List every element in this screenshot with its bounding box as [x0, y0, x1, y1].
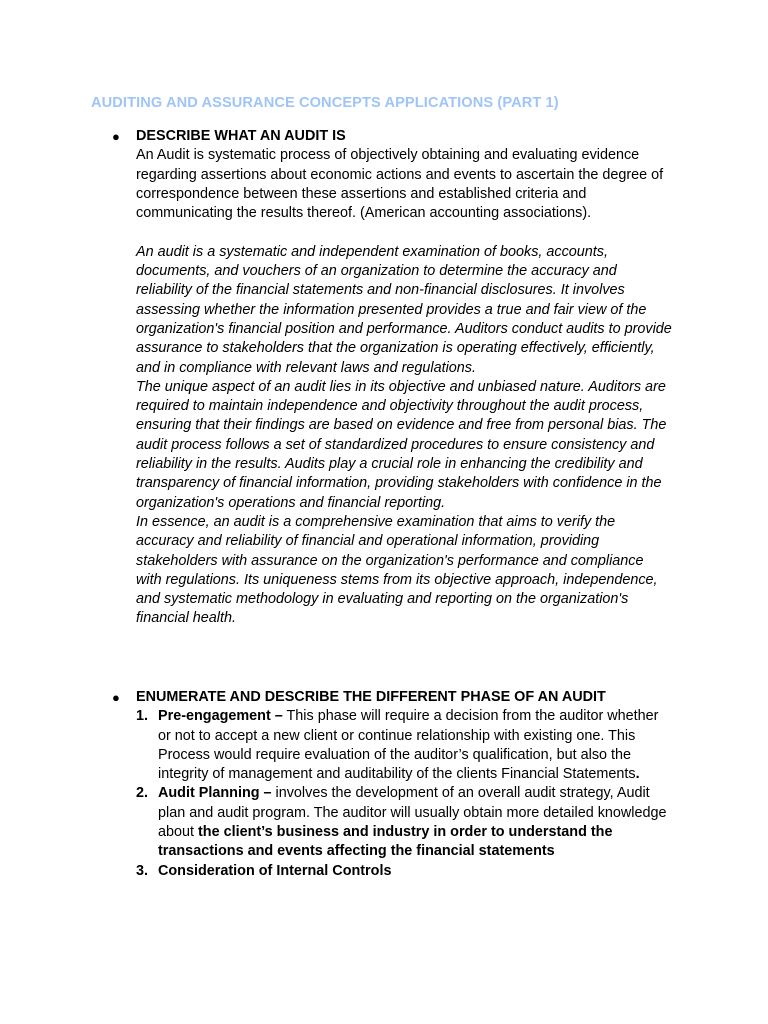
list-number: 3. — [136, 862, 149, 879]
phase-emphasis: . — [635, 766, 640, 783]
section-heading: ENUMERATE AND DESCRIBE THE DIFFERENT PHASE OF AN AUDIT — [136, 689, 606, 705]
list-item — [136, 784, 672, 861]
phase-list — [136, 707, 672, 881]
section-heading: DESCRIBE WHAT AN AUDIT IS — [136, 128, 346, 144]
list-item — [136, 862, 672, 881]
phase-term: Consideration of Internal Controls — [158, 862, 392, 879]
italic-paragraph: An audit is a systematic and independent examination of books, accounts, documents, and vouchers of an organization to determine the accuracy and reliability of the financial statements and non-financial disclosures. It involves assessing whether the information presented provides a true and fair view of the organization's financial position and performance. Auditors conduct audits to provide assurance to stakeholders that the organization is operating effectively, efficiently, and in compliance with relevant laws and regulations. — [136, 243, 672, 376]
list-number: 1. — [136, 708, 149, 725]
italic-paragraph: The unique aspect of an audit lies in its objective and unbiased nature. Auditors are required to maintain independence and objectivity throughout the audit process, ensuring that their findings are based on evidence and free from personal bias. The audit process follows a set of standardized procedures to ensure consistency and reliability in the results. Audits play a crucial role in enhancing the credibility and transparency of financial information, providing stakeholders with confidence in the organization's operations and financial reporting. — [136, 378, 667, 511]
audit-definition: An Audit is systematic process of objectively obtaining and evaluating evidence regarding assertions about economic actions and events to ascertain the degree of correspondence between these assertions and established criteria and communicating the results thereof. (American accounting associations). — [136, 147, 664, 222]
phase-description: This phase will require a decision from the auditor whether or not to accept a new client or continue relationship with existing one. This Process would require evaluation of the auditor’s qualification, but also the integrity of management and auditability of the clients Financial Statements — [158, 708, 659, 783]
list-number: 2. — [136, 785, 149, 802]
phase-term: Pre-engagement – — [158, 708, 283, 725]
section-describe-audit — [112, 127, 672, 629]
list-item — [136, 707, 672, 784]
section-audit-phases — [112, 688, 672, 881]
bullet-icon: ● — [112, 690, 120, 705]
phase-emphasis: the client’s business and industry in order to understand the transactions and events affecting the financial statements — [158, 824, 613, 860]
phase-term: Audit Planning – — [158, 785, 272, 802]
document-title: AUDITING AND ASSURANCE CONCEPTS APPLICATIONS (PART 1) — [91, 95, 559, 111]
phase-description: involves the development of an overall audit strategy, Audit plan and audit program. The auditor will usually obtain more detailed knowledge about — [158, 785, 667, 841]
italic-paragraph: In essence, an audit is a comprehensive examination that aims to verify the accuracy and reliability of financial and operational information, providing stakeholders with assurance on the organization's performance and compliance with regulations. Its uniqueness stems from its objective approach, independence, and systematic methodology in evaluating and reporting on the organization's financial health. — [136, 513, 658, 627]
bullet-icon: ● — [112, 129, 120, 144]
